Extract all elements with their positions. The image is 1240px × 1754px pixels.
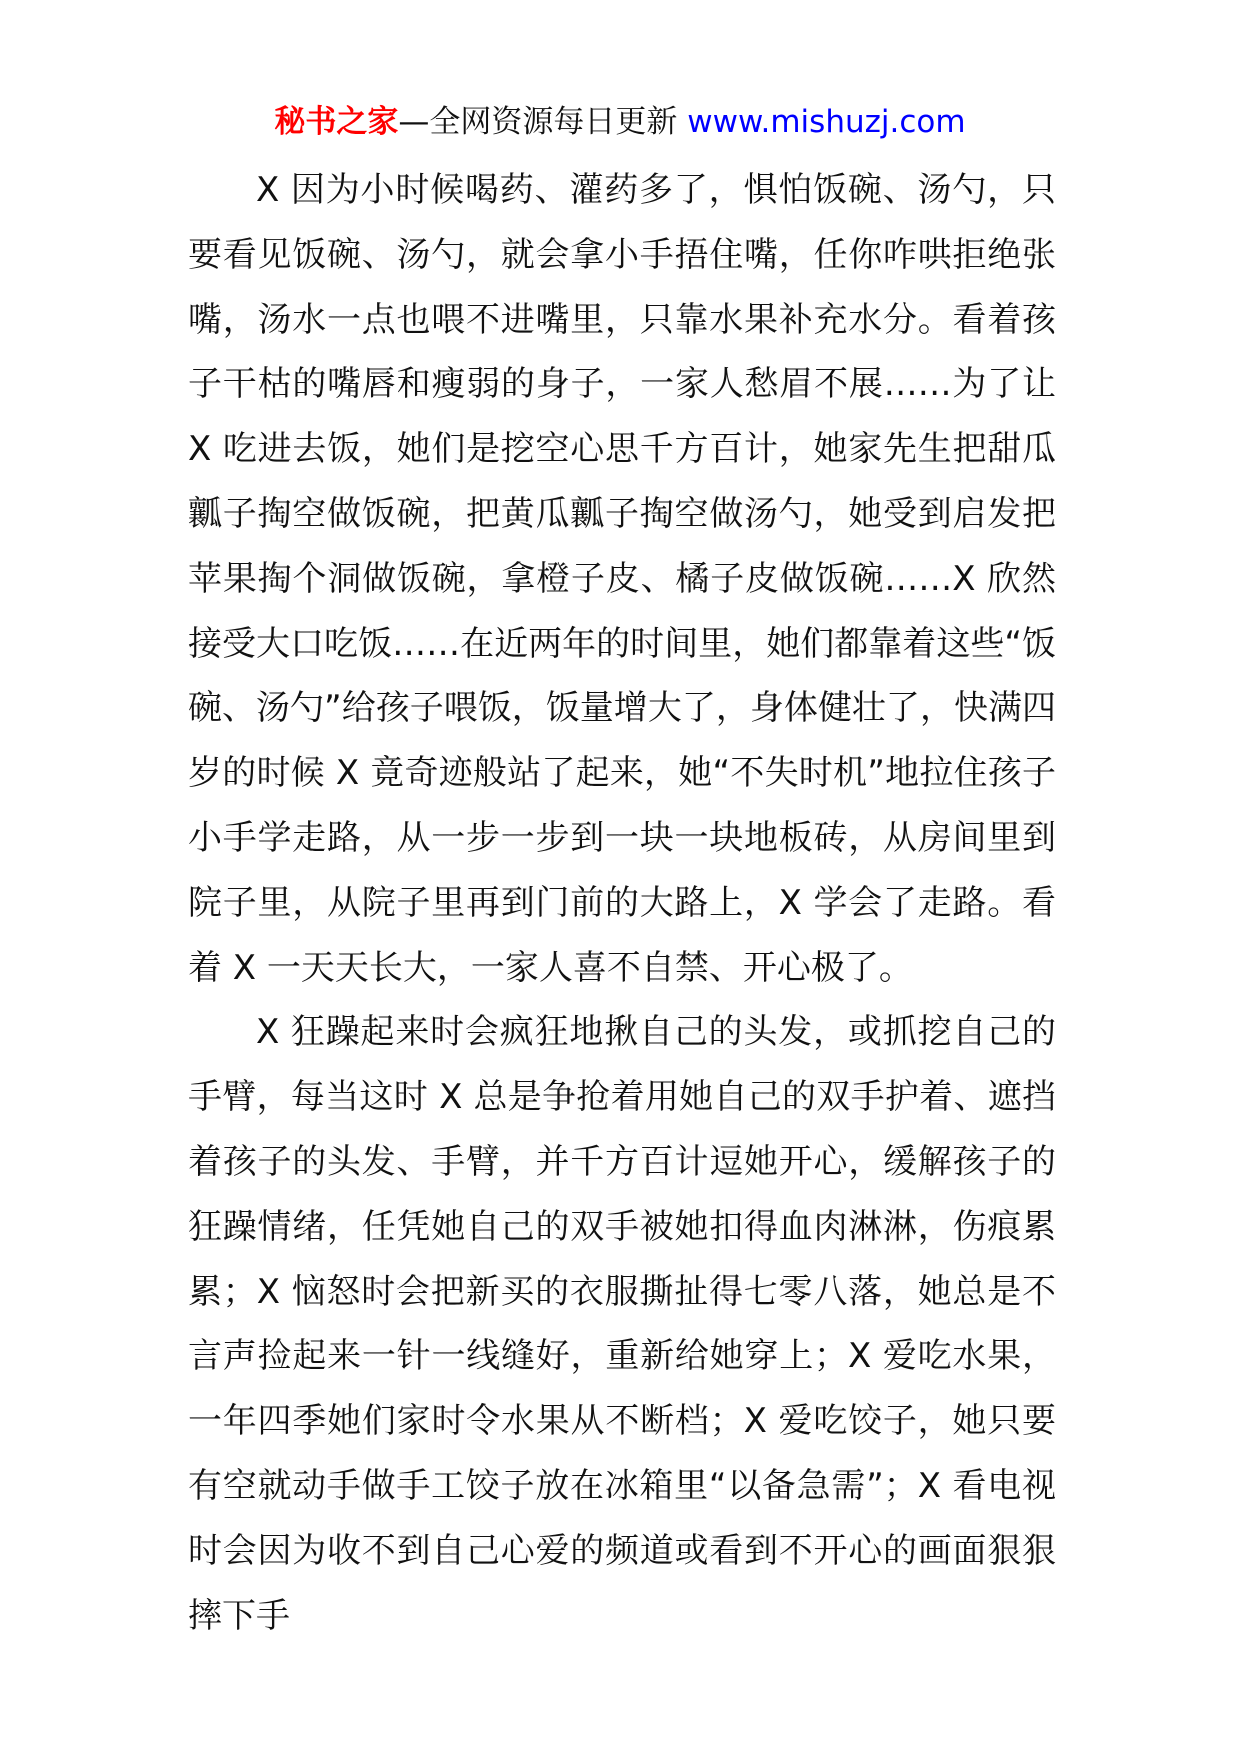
header-tagline: —全网资源每日更新: [398, 104, 688, 140]
paragraph-1: X 因为小时候喝药、灌药多了，惧怕饭碗、汤勺，只要看见饭碗、汤勺，就会拿小手捂住嘴，任你咋哄拒绝张嘴，汤水一点也喂不进嘴里，只靠水果补充水分。看着孩子干枯的嘴唇和瘦弱的身子，一家人愁眉不展……为了让 X 吃进去饭，她们是挖空心思千方百计，她家先生把甜瓜瓤子掏空做饭碗，把黄瓜瓤子掏空做汤勺，她受到启发把苹果掏个洞做饭碗，拿橙子皮、橘子皮做饭碗……X 欣然接受大口吃饭……在近两年的时间里，她们都靠着这些“饭碗、汤勺”给孩子喂饭，饭量增大了，身体健壮了，快满四岁的时候 X 竟奇迹般站了起来，她“不失时机”地拉住孩子小手学走路，从一步一步到一块一块地板砖，从房间里到院子里，从院子里再到门前的大路上，X 学会了走路。看着 X 一天天长大，一家人喜不自禁、开心极了。: [188, 170, 1056, 988]
website-link[interactable]: www.mishuzj.com: [687, 104, 966, 140]
paragraph-2: X 狂躁起来时会疯狂地揪自己的头发，或抓挖自己的手臂，每当这时 X 总是争抢着用她自己的双手护着、遮挡着孩子的头发、手臂，并千方百计逗她开心，缓解孩子的狂躁情绪，任凭她自己的双手被她扣得血肉淋淋，伤痕累累；X 恼怒时会把新买的衣服撕扯得七零八落，她总是不言声捡起来一针一线缝好，重新给她穿上；X 爱吃水果，一年四季她们家时令水果从不断档；X 爱吃饺子，她只要有空就动手做手工饺子放在冰箱里“以备急需”；X 看电视时会因为收不到自己心爱的频道或看到不开心的画面狠狠摔下手: [188, 1012, 1056, 1636]
brand-name: 秘书之家: [274, 104, 399, 140]
page-header: [0, 100, 1240, 144]
document-body: [188, 158, 1056, 1648]
